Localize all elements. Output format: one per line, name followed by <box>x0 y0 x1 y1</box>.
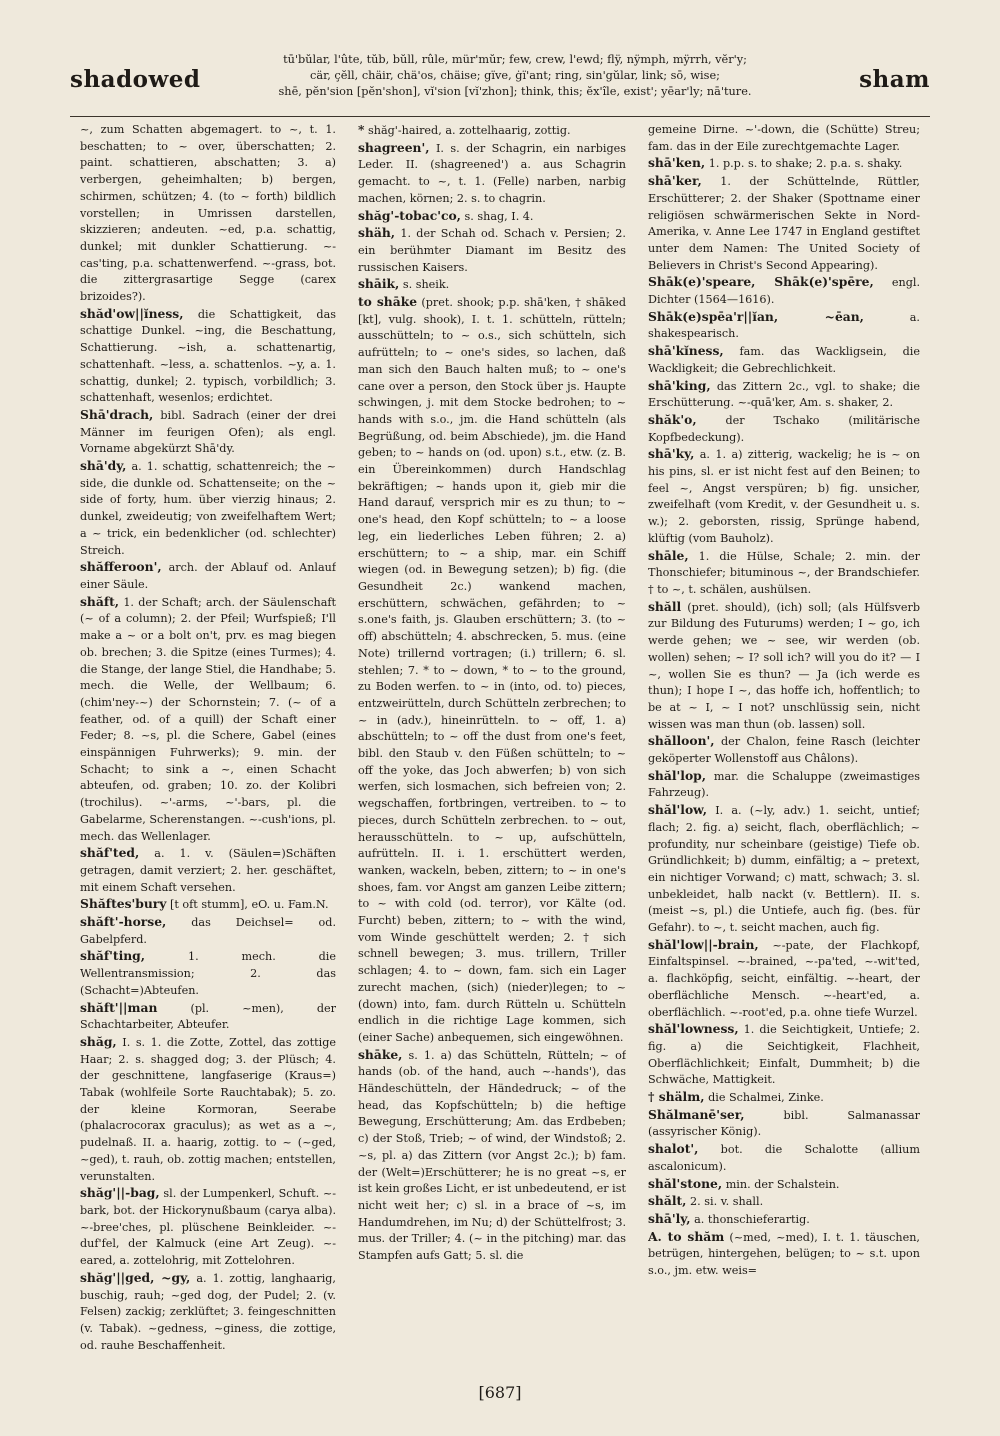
dictionary-entry <box>358 225 626 276</box>
dictionary-entry <box>80 1034 336 1185</box>
entry-definition: min. der Schalstein. <box>725 1177 840 1191</box>
page-number: [687] <box>478 1383 522 1402</box>
dictionary-entry <box>648 1021 920 1089</box>
dictionary-entry <box>80 1270 336 1355</box>
dictionary-entry <box>648 1229 920 1280</box>
column-left <box>80 122 336 1372</box>
dictionary-entry <box>80 559 336 593</box>
dictionary-entry <box>648 733 920 767</box>
dictionary-entry <box>358 122 626 140</box>
entry-definition: shăg'-haired, a. zottelhaarig, zottig. <box>368 124 571 137</box>
entry-definition: das Zittern 2c., vgl. to shake; die Erschütterung. ~-quā'ker, Am. s. shaker, 2. <box>648 379 920 410</box>
entry-definition: gemeine Dirne. ~'-down, die (Schütte) Streu; fam. das in der Eile zurechtgemachte Lager. <box>648 123 920 153</box>
entry-definition: s. 1. a) das Schütteln, Rütteln; ~ of hands (ob. of the hand, auch ~-hands'), das Händeschütteln, der Händedruck; ~ of the head, das Kopfschütteln; b) die heftige Bewegung, Erschütterung; Am. das Erdbeben; c) der Stoß, Trieb; ~ of wind, der Windstoß; 2. ~s, pl. a) das Zittern (vor Angst 2c.); b) fam. der (Welt=)Erschütterer; he is no great ~s, er ist kein großes Licht, er ist unbedeutend, er ist nicht weit her; c) sl. in a brace of ~s, im Handumdrehen, im Nu; d) der Schüttelfrost; 3. mus. der Triller; 4. (~ in the pitching) mar. das Stampfen aufs Gatt; 5. sl. die <box>358 1048 626 1263</box>
dictionary-entry <box>648 122 920 155</box>
dictionary-entry <box>358 276 626 294</box>
dictionary-entry <box>648 937 920 1022</box>
entry-definition: fam. das Wackligsein, die Wackligkeit; die Gebrechlichkeit. <box>648 345 920 375</box>
entry-definition: s. shag, I. 4. <box>464 209 534 223</box>
entry-definition: 1. die Hülse, Schale; 2. min. der Thonschiefer; bituminous ~, der Brandschiefer. † to ~, t. schälen, aushülsen. <box>648 549 920 596</box>
dictionary-entry <box>648 274 920 308</box>
entry-headword: shalot', <box>648 1141 699 1157</box>
entry-definition: a. thonschieferartig. <box>694 1213 810 1226</box>
entry-headword: shăg'-tobac'co, <box>358 207 461 223</box>
entry-headword: shāik, <box>358 276 400 292</box>
entry-headword: shā'king, <box>648 377 711 393</box>
entry-headword: shăft, <box>80 593 120 609</box>
entry-definition: 1. der Schüttelnde, Rüttler, Erschütterer; 2. der Shaker (Spottname einer religiösen schwärmerischen Sekte in Nord-Amerika, v. Anne Lee 1747 in England gestiftet unter dem Namen: The United Society of Believers in Christ's Second Appearing). <box>648 175 920 272</box>
entry-headword: shā'ken, <box>648 155 706 171</box>
entry-definition: 2. si. v. shall. <box>690 1195 764 1209</box>
entry-headword: shāke, <box>358 1046 403 1062</box>
entry-headword: shăk'o, <box>648 411 697 427</box>
entry-headword: shăg, <box>80 1033 117 1049</box>
entry-headword: shăl'lop, <box>648 767 707 783</box>
key-line: shē, pĕn'sion [pĕn'shon], vĭ'sion [vĭ'zhon]; think, this; ĕx'île, exist'; yēar'ly; nā'ture. <box>278 85 752 98</box>
entry-headword: shā'ly, <box>648 1211 691 1226</box>
dictionary-entry <box>80 896 336 914</box>
entry-definition: das Deichsel= od. Gabelpferd. <box>80 916 336 946</box>
entry-definition: die Schattigkeit, das schattige Dunkel. ~ing, die Beschattung, Schattierung. ~ish, a. schattenartig, schattenhaft. ~less, a. schattenlos. ~y, a. 1. schattig, dunkel; 2. typisch, vorbildlich; 3. schattenhaft, wesenlos; erdichtet. <box>80 307 336 405</box>
dictionary-entry <box>648 378 920 412</box>
pronunciation-key <box>220 52 810 100</box>
entry-headword: shăg'||-bag, <box>80 1185 160 1201</box>
key-line: tū'bŭlar, l'ûte, tŭb, bŭll, rûle, mür'mŭr; few, crew, l'ewd; flÿ, nÿmph, mÿrrh, vĕr'y; <box>283 53 747 66</box>
dictionary-entry <box>80 458 336 559</box>
entry-definition: a. 1. schattig, schattenreich; the ~ side, die dunkle od. Schattenseite; on the ~ side of forty, hum. über vierzig hinaus; 2. dunkel, zweideutig; von zweifelhaftem Wert; a ~ trick, ein bedenklicher (od. schlechter) Streich. <box>80 460 336 557</box>
entry-headword: shăll <box>648 598 682 614</box>
entry-definition: (pret. shook; p.p. shā'ken, † shāked [kt], vulg. shook), I. t. 1. schütteln, rütteln; ausschütteln; to ~ o.s., sich schütteln, sich aufrütteln; to ~ one's sides, so lachen, daß man sich den Bauch halten muß; to ~ one's cane over a person, den Stock über js. Haupte schwingen, j. mit dem Stocke bedrohen; to ~ hands with s.o., jm. die Hand schütteln (als Begrüßung, od. beim Abschiede), jm. die Hand geben; to ~ hands on (od. upon) s.t., etw. (z. B. ein Übereinkommen) durch Handschlag bekräftigen; ~ hands upon it, gieb mir die Hand darauf, versprich mir es zu thun; to ~ one's head, den Kopf schütteln; to ~ a loose leg, ein liederliches Leben führen; 2. a) erschüttern; to ~ a ship, mar. ein Schiff wiegen (od. in Bewegung setzen); b) fig. (die Gesundheit 2c.) wankend machen, erschüttern, schwächen, gefährden; to ~ s.one's faith, js. Glauben erschüttern; 3. (to ~ off) abschütteln; 4. abschrecken, 5. mus. (eine Note) trillernd vortragen; (i.) trillern; 6. sl. stehlen; 7. * to ~ down, * to ~ to the ground, zu Boden werfen. to ~ in (into, od. to) pieces, entzweirütteln, durch Schütteln zerbrechen; to ~ in (adv.), hineinrütteln. to ~ off, 1. a) abschütteln; to ~ off the dust from one's feet, bibl. den Staub v. den Füßen schütteln; to ~ off the yoke, das Joch abwerfen; b) von sich werfen, sich losmachen, sich befreien von; 2. wegschaffen, fortbringen, vertreiben. to ~ to pieces, durch Schütteln zerbrechen. to ~ out, herausschütteln. to ~ up, aufschütteln, aufrütteln. II. i. 1. erschüttert werden, wanken, wackeln, beben, zittern; to ~ in one's shoes, fam. vor Angst am ganzen Leibe zittern; to ~ with cold (od. terror), vor Kälte (od. Furcht) beben, zittern; to ~ with the wind, vom Winde geschüttelt werden; 2. † sich schnell bewegen; 3. mus. trillern, Triller schlagen; 4. to ~ down, fam. sich ein Lager zurecht machen, (sich) (nieder)legen; to ~ (down) into, fam. durch Rütteln u. Schütteln endlich in die richtige Lage kommen, sich (einer Sache) anbequemen, sich eingewöhnen. <box>358 296 626 1044</box>
entry-definition: a. 1. zottig, langhaarig, buschig, rauh; ~ged dog, der Pudel; 2. (v. Felsen) zackig; zerklüftet; 3. feingeschnitten (v. Tabak). ~gedness, ~giness, die zottige, od. rauhe Beschaffenheit. <box>80 1271 336 1352</box>
entry-headword: Shā'drach, <box>80 406 154 422</box>
dictionary-entry <box>80 948 336 999</box>
entry-headword: shā'dy, <box>80 458 127 474</box>
column-middle <box>358 122 626 1372</box>
entry-headword: shălloon', <box>648 733 715 749</box>
dictionary-entry <box>648 802 920 937</box>
dictionary-entry <box>648 1107 920 1141</box>
dictionary-entry <box>648 768 920 802</box>
entry-headword: shäh, <box>358 225 396 241</box>
entry-headword: shăfferoon', <box>80 559 162 575</box>
entry-headword: † shälm, <box>648 1089 705 1105</box>
entry-definition: mar. die Schaluppe (zweimastiges Fahrzeug). <box>648 769 920 800</box>
column-right <box>648 122 920 1372</box>
entry-headword: Shăftes'bury <box>80 896 167 912</box>
entry-headword: shā'ky, <box>648 446 695 462</box>
entry-definition: engl. Dichter (1564—1616). <box>648 276 920 307</box>
dictionary-entry <box>648 1211 920 1229</box>
entry-definition: I. s. der Schagrin, ein narbiges Leder. II. (shagreened') a. aus Schagrin gemacht. to ~, t. 1. (Felle) narben, narbig machen, körnen; 2. s. to chagrin. <box>358 141 626 205</box>
entry-headword: shăl'lowness, <box>648 1021 739 1037</box>
key-line: cär, çĕll, chäir, chä'os, chäise; gïve, ġï'ant; ring, sin'gŭlar, link; sō, wise; <box>310 69 720 82</box>
entry-headword: shăft'-horse, <box>80 914 167 930</box>
entry-headword: shăft'||man <box>80 999 158 1015</box>
dictionary-entry <box>80 914 336 948</box>
dictionary-entry <box>358 208 626 226</box>
dictionary-entry <box>648 446 920 547</box>
entry-headword: Shāk(e)spēa'r||ĭan, ~ēan, <box>648 308 864 324</box>
entry-headword: shăl'low||-brain, <box>648 936 759 952</box>
entry-definition: I. a. (~ly, adv.) 1. seicht, untief; flach; 2. fig. a) seicht, flach, oberflächlich; ~ profundity, nur scheinbare (geistige) Tiefe ob. Gründlichkeit; b) dumm, einfältig; a ~ pretext, ein nichtiger Vorwand; c) matt, schwach; 3. sl. unbekleidet, halb nackt (v. Bettlern). II. s. (meist ~s, pl.) die Untiefe, auch fig. (bes. für Gefahr). to ~, t. seicht machen, auch fig. <box>648 804 920 935</box>
entry-headword: shăf'ting, <box>80 948 146 964</box>
entry-headword: shăg'||ged, ~gy, <box>80 1269 191 1285</box>
entry-definition: der Tschako (militärische Kopfbedeckung). <box>648 413 920 444</box>
dictionary-entry <box>80 594 336 846</box>
entry-definition: a. 1. a) zitterig, wackelig; he is ~ on his pins, sl. er ist nicht fest auf den Beinen; to feel ~, Angst verspüren; b) fig. unsicher, zweifelhaft (vom Kredit, v. der Gesundheit u. s. w.); 2. geborsten, rissig, Sprünge habend, klüftig (vom Bauholz). <box>648 448 920 545</box>
dictionary-entry <box>648 548 920 599</box>
dictionary-entry <box>648 1141 920 1175</box>
right-guide-word: sham <box>859 66 930 93</box>
dictionary-entry <box>80 306 336 407</box>
dictionary-entry <box>648 173 920 274</box>
entry-headword: to shāke <box>358 294 418 310</box>
entry-definition: bot. die Schalotte (allium ascalonicum). <box>648 1143 920 1173</box>
entry-definition: sl. der Lumpenkerl, Schuft. ~-bark, bot. der Hickorynußbaum (carya alba). ~-bree'ches, pl. plüschene Beinkleider. ~-duf'fel, der Kalmuck (eine Art Zeug). ~-eared, a. zottelohrig, mit Zottelohren. <box>80 1187 336 1268</box>
entry-headword: A. to shăm <box>648 1228 725 1244</box>
entry-headword: Shāk(e)'speare, Shāk(e)'spēre, <box>648 274 874 290</box>
entry-headword: shā'ker, <box>648 173 702 189</box>
left-guide-word: shadowed <box>70 66 201 93</box>
dictionary-entry <box>648 155 920 173</box>
dictionary-entry <box>80 845 336 896</box>
dictionary-entry <box>358 1047 626 1265</box>
entry-definition: 1. p.p. s. to shake; 2. p.a. s. shaky. <box>708 157 903 171</box>
entry-definition: s. sheik. <box>402 278 450 292</box>
dictionary-entry <box>80 122 336 306</box>
entry-definition: ~-pate, der Flachkopf, Einfaltspinsel. ~-brained, ~-pa'ted, ~-wit'ted, a. flachköpfig, seicht, einfältig. ~-heart, der oberflächliche Mensch. ~-heart'ed, a. oberflächlich. ~-root'ed, p.a. ohne tiefe Wurzel. <box>648 938 920 1019</box>
entry-definition: (~med, ~med), I. t. 1. täuschen, betrügen, hintergehen, belügen; to ~ s.t. upon s.o., jm. etw. weis= <box>648 1230 920 1278</box>
dictionary-entry <box>648 1176 920 1194</box>
entry-definition: [t oft stumm], eO. u. Fam.N. <box>170 898 329 912</box>
dictionary-entry <box>648 1089 920 1107</box>
entry-definition: I. s. 1. die Zotte, Zottel, das zottige Haar; 2. s. shagged dog; 3. der Plüsch; 4. der geschnittene, langfaserige (Kraus=) Tabak (wohlfeile Sorte Rauchtabak); 5. zo. der kleine Kormoran, Seerabe (phalacrocorax graculus); as wet as a ~, pudelnaß. II. a. haarig, zottig. to ~ (~ged, ~ged), t. rauh, ob. zottig machen; entstellen, verunstalten. <box>80 1035 336 1183</box>
entry-headword: shăd'ow||ĭness, <box>80 305 184 321</box>
dictionary-entry <box>648 1193 920 1211</box>
entry-headword: shălt, <box>648 1193 687 1209</box>
dictionary-entry <box>80 407 336 458</box>
entry-headword: shagreen', <box>358 139 430 155</box>
page-header <box>70 48 930 118</box>
entry-headword: shā'kĭness, <box>648 343 724 359</box>
entry-definition: (pret. should), (ich) soll; (als Hülfsverb zur Bildung des Futurums) werden; I ~ go, ich werde gehen; we ~ see, wir werden (ob. wollen) sehen; ~ I? soll ich? will you do it? — I ~, wollen Sie es thun? — Ja (ich werde es thun); I hope I ~, das hoffe ich, hoffentlich; to be at ~ I, ~ I not? unschlüssig sein, nicht wissen was man thun (ob. lassen) soll. <box>648 600 920 731</box>
entry-definition: 1. die Seichtigkeit, Untiefe; 2. fig. a) die Seichtigkeit, Flachheit, Oberflächlichkeit; Einfalt, Dummheit; b) die Schwäche, Mattigkeit. <box>648 1023 920 1087</box>
entry-definition: 1. der Schah od. Schach v. Persien; 2. ein berühmter Diamant im Besitz des russischen Kaisers. <box>358 227 626 274</box>
entry-headword: shăf'ted, <box>80 845 140 861</box>
dictionary-entry <box>648 412 920 446</box>
entry-definition: bibl. Salmanassar (assyrischer König). <box>648 1108 920 1139</box>
entry-definition: 1. der Schaft; arch. der Säulenschaft (~ of a column); 2. der Pfeil; Wurfspieß; I'll make a ~ or a bolt on't, prv. es mag biegen ob. brechen; 3. die Spitze (eines Turmes); 4. die Stange, der lange Stiel, die Handhabe; 5. mech. die Welle, der Wellbaum; 6. (chim'ney-~) der Schornstein; 7. (~ of a feather, od. of a quill) der Schaft einer Feder; 8. ~s, pl. die Schere, Gabel (eines einspännigen Fuhrwerks); 9. min. der Schacht; to sink a ~, einen Schacht abteufen, od. graben; 10. zo. der Kolibri (trochilus). ~'-arms, ~'-bars, pl. die Gabelarme, Scherenstangen. ~-cush'ions, pl. mech. das Wellenlager. <box>80 595 336 843</box>
entry-definition: a. shakespearisch. <box>648 310 920 341</box>
entry-definition: 1. mech. die Wellentransmission; 2. das (Schacht=)Abteufen. <box>80 950 336 997</box>
dictionary-entry <box>648 343 920 377</box>
entry-headword: shāle, <box>648 547 689 563</box>
entry-headword: Shălmanē'ser, <box>648 1106 745 1122</box>
dictionary-entry <box>358 140 626 208</box>
dictionary-entry <box>648 309 920 343</box>
entry-definition: bibl. Sadrach (einer der drei Männer im feurigen Ofen); als engl. Vorname abgekürzt Shā'dy. <box>80 408 336 456</box>
dictionary-entry <box>80 1185 336 1270</box>
dictionary-entry <box>648 599 920 734</box>
entry-definition: ~, zum Schatten abgemagert. to ~, t. 1. beschatten; to ~ over, überschatten; 2. paint. schattieren, abschatten; 3. a) verbergen, geheimhalten; b) bergen, schirmen, schützen; 4. (to ~ forth) bildlich vorstellen; in Umrissen darstellen, skizzieren; andeuten. ~ed, p.a. schattig, dunkel; mit dunkler Schattierung. ~-cas'ting, p.a. schattenwerfend. ~-grass, bot. die zittergrasartige Segge (carex brizoides?). <box>80 123 336 304</box>
dictionary-entry <box>358 294 626 1047</box>
entry-definition: der Chalon, feine Rasch (leichter geköperter Wollenstoff aus Châlons). <box>648 735 920 766</box>
entry-definition: arch. der Ablauf od. Anlauf einer Säule. <box>80 561 336 591</box>
entry-headword: * <box>358 122 365 137</box>
entry-headword: shăl'low, <box>648 802 708 818</box>
entry-definition: die Schalmei, Zinke. <box>708 1091 824 1105</box>
header-rule <box>70 116 930 117</box>
entry-definition: a. 1. v. (Säulen=)Schäften getragen, damit verziert; 2. her. geschäftet, mit einem Schaft versehen. <box>80 847 336 894</box>
entry-definition: (pl. ~men), der Schachtarbeiter, Abteufer. <box>80 1001 336 1032</box>
dictionary-entry <box>80 1000 336 1034</box>
entry-headword: shăl'stone, <box>648 1175 723 1191</box>
